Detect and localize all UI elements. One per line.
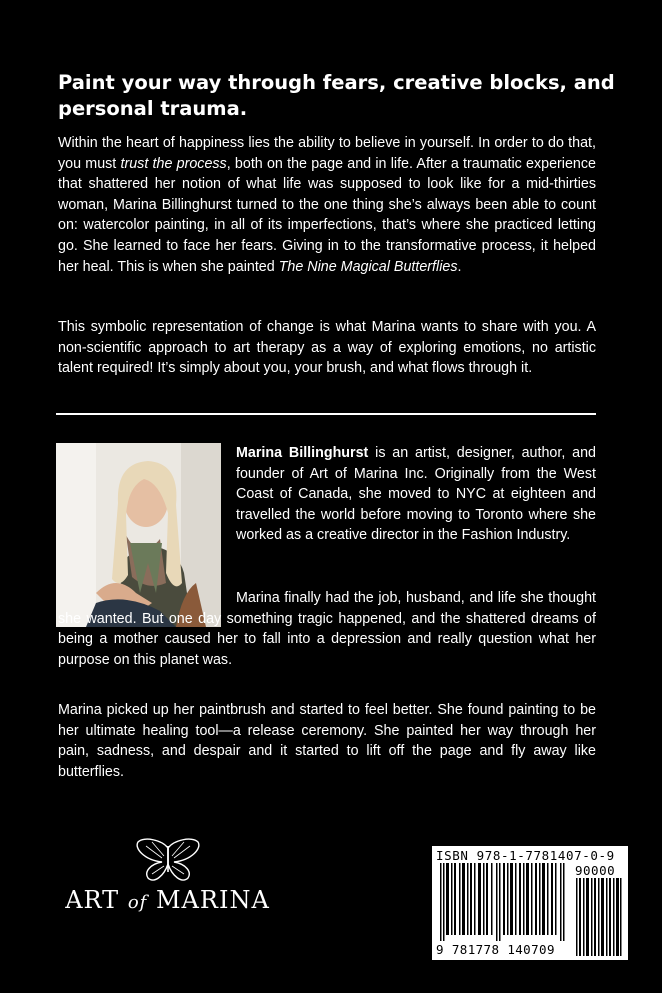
- addon-barcode-bars: [575, 878, 623, 956]
- description-paragraph-1: Within the heart of happiness lies the ability to believe in yourself. In order to do that, you must trust the process, both on the page and in life. After a traumatic experience that shattered her notion of what life was supposed to look like for a mid-thirties woman, Marina Billinghurst turned to the one thing she’s always been able to count on: watercolor painting, in all of its imperfections, that’s where she practiced letting go. She learned to face her fears. Giving in to the transformative process, it helped her heal. This is when she painted The Nine Magical Butterflies.: [58, 135, 596, 275]
- description-paragraph-2: This symbolic representation of change is what Marina wants to share with you. A non-scientific approach to art therapy as a way of exploring emotions, no artistic talent required! It’s simply about you, your brush, and what flows through it.: [58, 319, 596, 377]
- author-bio-paragraph-1: Marina Billinghurst is an artist, designer, author, and founder of Art of Marina Inc. Originally from the West Coast of Canada, she moved to NYC at eighteen and travelled the world before moving to Toronto where she worked as a creative director in the Fashion Industry.: [236, 445, 596, 544]
- section-divider: [56, 413, 596, 415]
- logo-wordmark: ART of MARINA: [65, 886, 270, 914]
- author-bio-paragraph-3: Marina picked up her paintbrush and started to feel better. She found painting to be her ultimate healing tool—a release ceremony. She painted her way through her pain, sadness, and despair and it started to lift off the page and fly away like butterflies.: [58, 702, 596, 780]
- isbn-barcode: [432, 846, 628, 960]
- addon-code: 90000: [575, 863, 616, 878]
- author-name: Marina Billinghurst: [236, 445, 369, 461]
- butterfly-icon: [136, 838, 200, 884]
- isbn-text: ISBN 978-1-7781407-0-9: [436, 848, 615, 863]
- ean-barcode-bars: [436, 863, 570, 941]
- ean-number: 9 781778 140709: [436, 942, 555, 957]
- headline: Paint your way through fears, creative blocks, and personal trauma.: [58, 71, 615, 120]
- author-bio-paragraph-2: Marina finally had the job, husband, and life she thought she wanted. But one day something tragic happened, and the shattered dreams of being a mother caused her to fall into a depression and really question what her purpose on this planet was.: [58, 590, 596, 668]
- art-of-marina-logo: [60, 838, 275, 918]
